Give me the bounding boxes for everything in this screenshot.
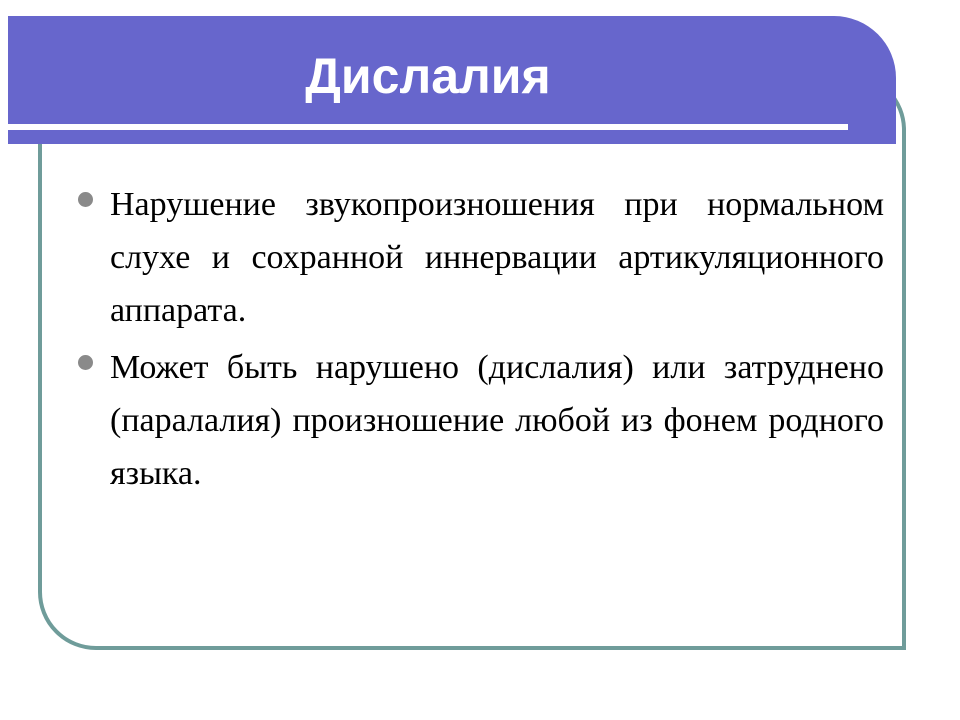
slide-title: Дислалия [305,48,551,104]
bullet-list [76,178,884,504]
bullet-item [76,178,884,337]
bullet-dot-icon [78,355,93,370]
bullet-text: Может быть нарушено (дислалия) или затруднено (паралалия) произношение любой из фонем родного языка. [110,349,884,492]
bullet-item [76,341,884,500]
bullet-text: Нарушение звукопроизношения при нормальном слухе и сохранной иннервации артикуляционного аппарата. [110,186,884,329]
title-divider [8,124,848,130]
bullet-dot-icon [78,192,93,207]
